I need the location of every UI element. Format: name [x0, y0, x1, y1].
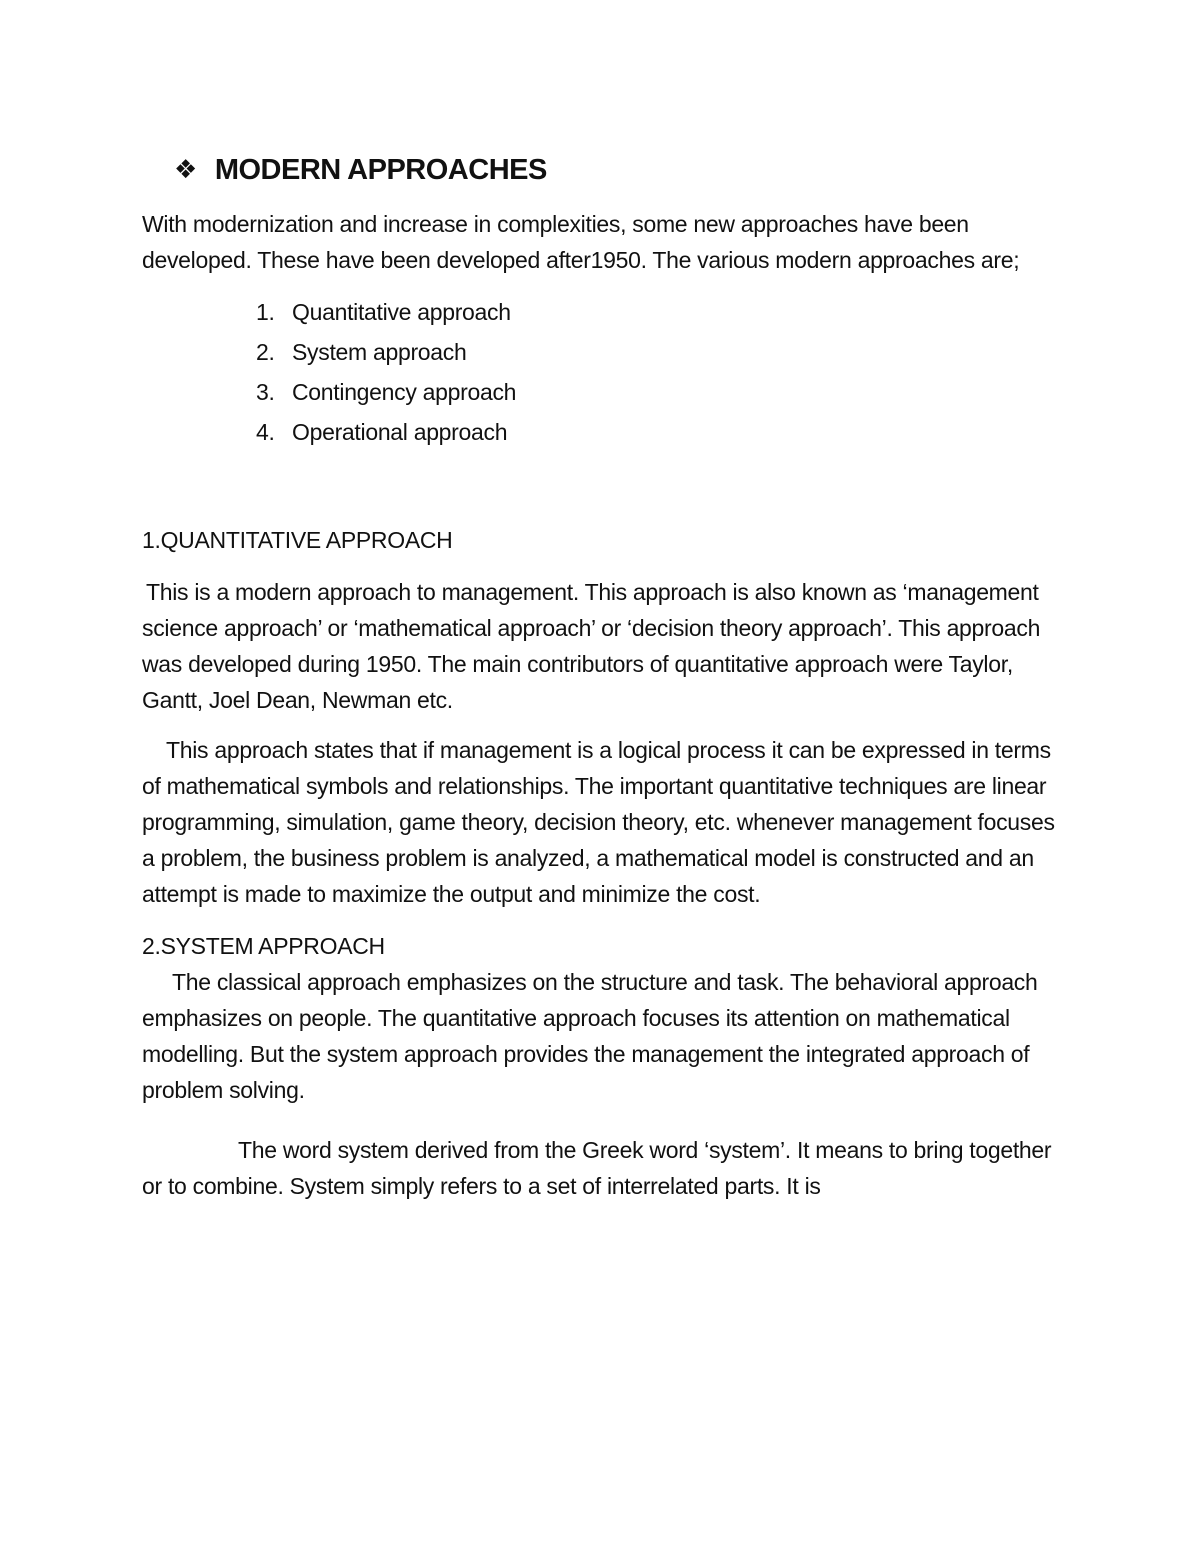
list-item — [256, 332, 1072, 372]
list-item-label: System approach — [292, 339, 467, 365]
intro-paragraph: With modernization and increase in complexities, some new approaches have been developed. These have been developed after1950. The various modern approaches are; — [142, 211, 1020, 273]
system-paragraph-2: The word system derived from the Greek word ‘system’. It means to bring together or to combine. System simply refers to a set of interrelated parts. It is — [142, 1137, 1052, 1199]
section-heading — [174, 148, 1072, 192]
document-content — [142, 148, 1072, 1204]
system-paragraph-1: The classical approach emphasizes on the structure and task. The behavioral approach emphasizes on people. The quantitative approach focuses its attention on mathematical modelling. But the system approach provides the management the integrated approach of problem solving. — [142, 969, 1038, 1103]
list-item-label: Quantitative approach — [292, 299, 511, 325]
list-item-label: Operational approach — [292, 419, 508, 445]
list-item — [256, 412, 1072, 452]
quantitative-paragraph-1: This is a modern approach to management. This approach is also known as ‘management science approach’ or ‘mathematical approach’ or ‘decision theory approach’. This approach was developed during 1950. The main contributors of quantitative approach were Taylor, Gantt, Joel Dean, Newman etc. — [142, 579, 1041, 713]
quantitative-section-title: 1.QUANTITATIVE APPROACH — [142, 527, 453, 553]
list-item-label: Contingency approach — [292, 379, 517, 405]
approaches-list — [142, 292, 1072, 452]
list-item — [256, 292, 1072, 332]
system-section-title: 2.SYSTEM APPROACH — [142, 933, 385, 959]
diamond-bullet-icon: ❖ — [174, 155, 197, 185]
quantitative-paragraph-2: This approach states that if management is a logical process it can be expressed in terms of mathematical symbols and relationships. The important quantitative techniques are linear programming, simulation, game theory, decision theory, etc. whenever management focuses a problem, the business problem is analyzed, a mathematical model is constructed and an attempt is made to maximize the output and minimize the cost. — [142, 737, 1055, 907]
list-item — [256, 372, 1072, 412]
list-item-number: 4. — [256, 419, 275, 445]
heading-title: MODERN APPROACHES — [214, 154, 547, 186]
list-item-number: 3. — [256, 379, 275, 405]
list-item-number: 2. — [256, 339, 275, 365]
list-item-number: 1. — [256, 299, 275, 325]
